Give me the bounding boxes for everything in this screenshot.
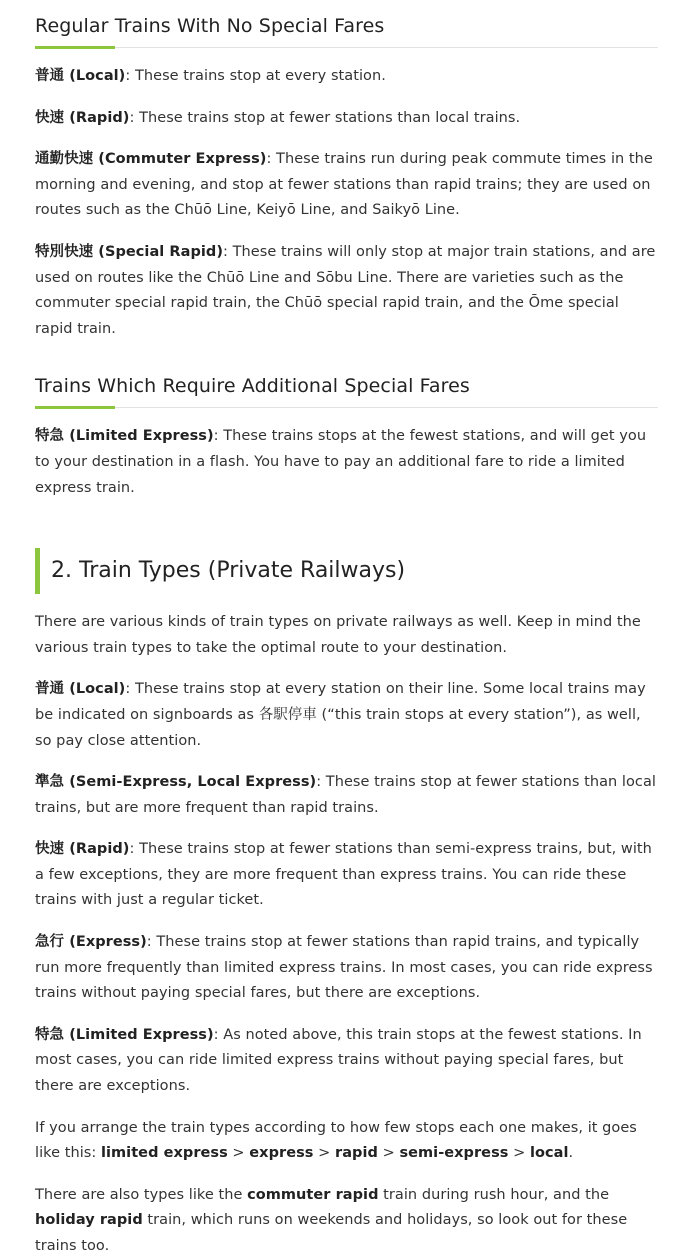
description: : These trains stop at fewer stations than semi-express trains, but, with a few exceptions, they are more frequent than express trains. You can ride these trains with just a regular ticket. (35, 841, 652, 909)
section-heading-text: Regular Trains With No Special Fares (35, 15, 385, 37)
section-heading-text: 2. Train Types (Private Railways) (51, 558, 406, 584)
order-term: local (529, 1145, 569, 1162)
private-type-express (35, 930, 658, 1007)
term: holiday rapid (35, 1212, 143, 1229)
other-train-types (35, 1183, 658, 1260)
private-type-semi-express (35, 770, 658, 821)
term: 特急 (Limited Express) (35, 428, 214, 445)
text: train, which runs on weekends and holidays, so look out for these trains too. (35, 1212, 628, 1254)
term: 通勤快速 (Commuter Express) (35, 151, 267, 168)
description: : As noted above, this train stops at the fewest stations. In most cases, you can ride limited express trains without paying special fares, but there are exceptions. (35, 1026, 642, 1095)
description: : These trains stop at fewer stations than local trains, but are more frequent than rapid trains. (35, 774, 656, 816)
section-heading-private-railways (35, 548, 658, 594)
train-type-order (35, 1116, 658, 1167)
heading-accent-bar (35, 548, 40, 594)
text: train during rush hour, and the (378, 1186, 610, 1203)
section-heading-regular-trains (35, 0, 658, 48)
section-heading-text: Trains Which Require Additional Special Fares (35, 375, 470, 398)
heading-accent-bar (35, 406, 115, 409)
private-type-local (35, 677, 658, 754)
text: There are also types like the (35, 1186, 248, 1203)
heading-accent-bar (35, 46, 115, 49)
order-separator: > (227, 1145, 250, 1162)
private-type-limited-express (35, 1023, 658, 1100)
term: 急行 (Express) (35, 934, 147, 951)
term: 特急 (Limited Express) (35, 1026, 214, 1043)
description: : These trains will only stop at major train stations, and are used on routes like the Chūō Line and Sōbu Line. There are varieties such as the commuter special rapid train, the Chūō special rapid train, and the Ōme special rapid train. (35, 243, 656, 337)
order-separator: > (377, 1145, 400, 1162)
order-separator: > (313, 1145, 335, 1162)
order-suffix: . (568, 1145, 574, 1162)
order-separator: > (508, 1145, 530, 1162)
order-term: semi-express (399, 1145, 509, 1162)
train-type-local (35, 64, 658, 90)
term: 普通 (Local) (35, 681, 126, 698)
description: : These trains stop at fewer stations than rapid trains, and typically run more frequently than limited express trains. In most cases, you can ride express trains without paying special fares, but there are exceptions. (35, 934, 653, 1002)
description: : These trains stops at the fewest stations, and will get you to your destination in a flash. You have to pay an additional fare to ride a limited express train. (35, 428, 647, 496)
term: 快速 (Rapid) (35, 841, 130, 858)
term: commuter rapid (247, 1186, 379, 1203)
train-type-limited-express (35, 424, 658, 501)
description: : These trains stop at every station on their line. Some local trains may be indicated on signboards as 各駅停車 (“this train stops at every station”), as well, so pay close attention. (35, 681, 646, 749)
train-type-rapid (35, 106, 658, 132)
section-heading-special-fares (35, 360, 658, 408)
train-type-commuter-express (35, 147, 658, 224)
description: : These trains run during peak commute times in the morning and evening, and stop at fewer stations than rapid trains; they are used on routes such as the Chūō Line, Keiyō Line, and Saikyō Line. (35, 151, 653, 219)
order-term: express (249, 1145, 314, 1162)
order-term: rapid (335, 1145, 378, 1162)
term: 特別快速 (Special Rapid) (35, 243, 224, 260)
train-type-special-rapid (35, 240, 658, 342)
term: 普通 (Local) (35, 68, 126, 84)
order-prefix: If you arrange the train types according to how few stops each one makes, it goes like this: (35, 1119, 637, 1162)
private-type-rapid (35, 837, 658, 914)
order-term: limited express (100, 1145, 228, 1162)
private-railways-intro: There are various kinds of train types on private railways as well. Keep in mind the various train types to take the optimal route to your destination. (35, 614, 641, 656)
term: 準急 (Semi-Express, Local Express) (35, 774, 317, 791)
term: 快速 (Rapid) (35, 109, 130, 126)
description: : These trains stop at fewer stations than local trains. (129, 109, 521, 126)
description: : These trains stop at every station. (125, 68, 386, 84)
